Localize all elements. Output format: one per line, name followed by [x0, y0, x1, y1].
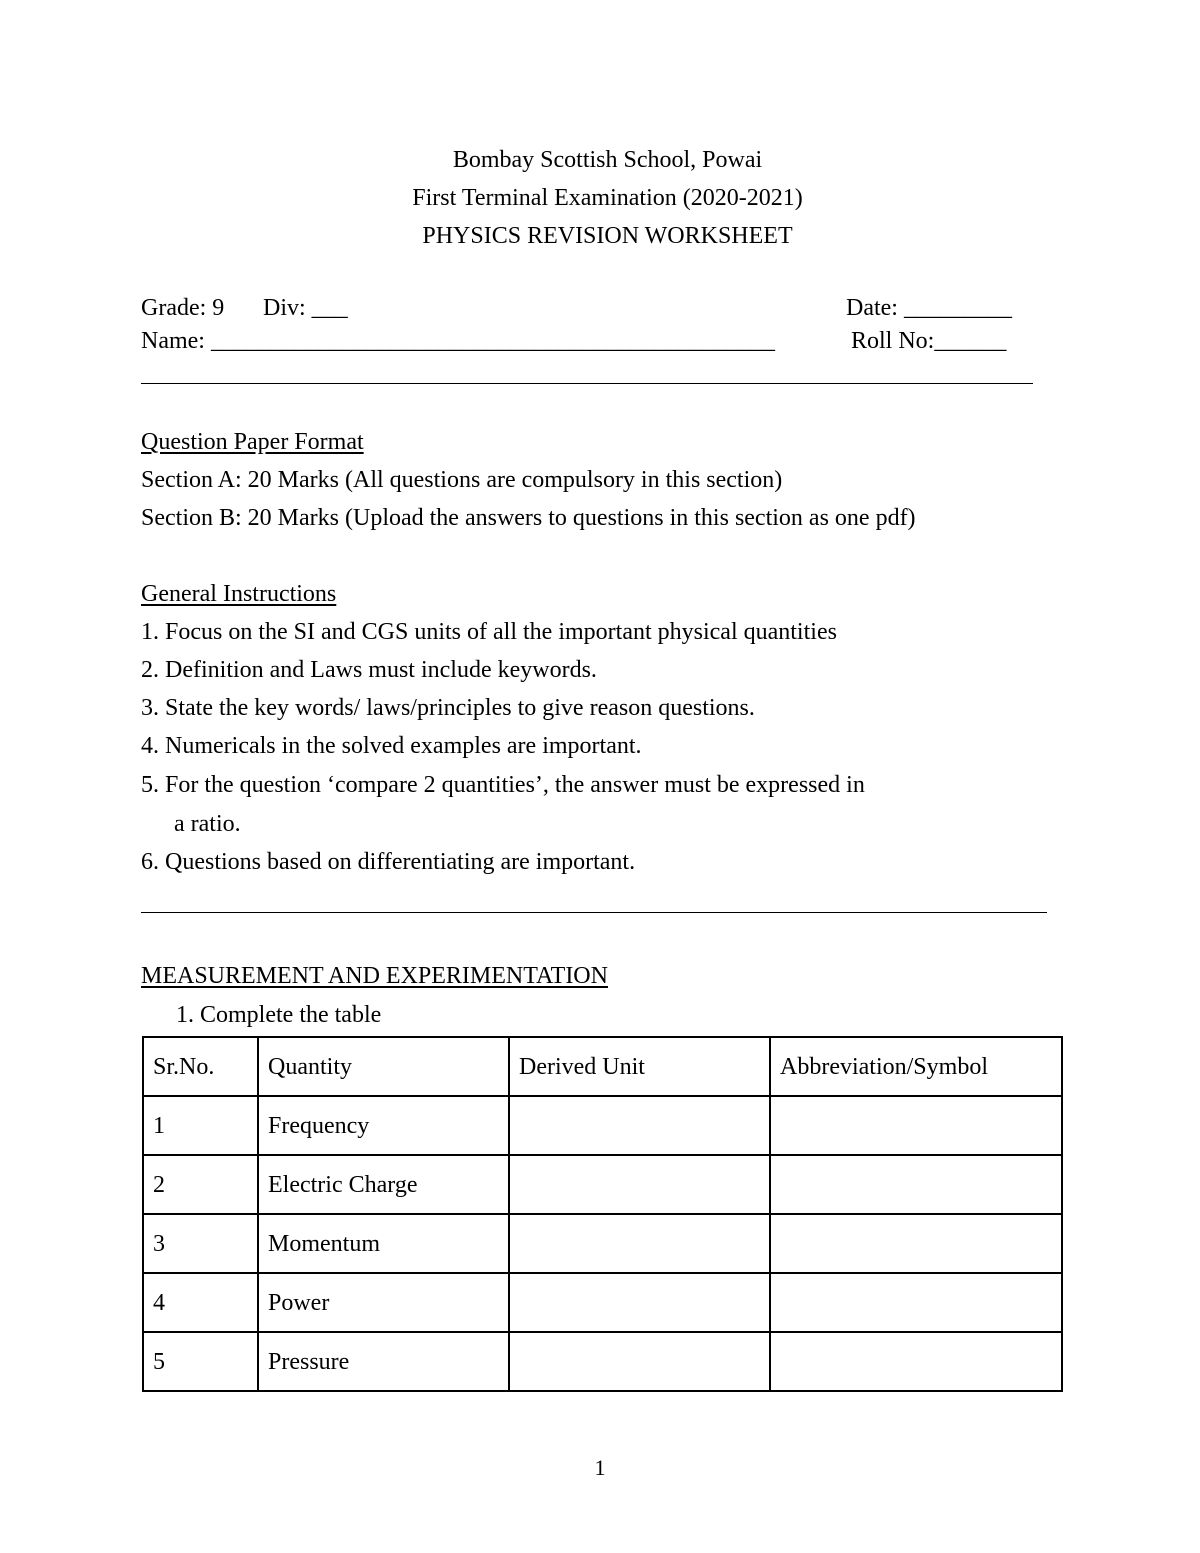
section-a-info: Section A: 20 Marks (All questions are compulsory in this section): [141, 467, 783, 493]
header-cell: Sr.No.: [143, 1037, 258, 1096]
roll-no-field: Roll No:______: [851, 328, 1007, 354]
symbol-cell[interactable]: [770, 1273, 1062, 1332]
symbol-cell[interactable]: [770, 1096, 1062, 1155]
instruction-item: 4. Numericals in the solved examples are important.: [141, 733, 642, 759]
format-heading: Question Paper Format: [141, 429, 364, 455]
sr-no-cell: 2: [143, 1155, 258, 1214]
symbol-cell[interactable]: [770, 1214, 1062, 1273]
question-1: 1. Complete the table: [176, 1002, 382, 1028]
quantity-cell: Power: [258, 1273, 509, 1332]
sr-no-cell: 1: [143, 1096, 258, 1155]
instruction-item-continued: a ratio.: [174, 811, 241, 837]
derived-unit-cell[interactable]: [509, 1332, 770, 1391]
instruction-item: 3. State the key words/ laws/principles to give reason questions.: [141, 695, 755, 721]
symbol-cell[interactable]: [770, 1155, 1062, 1214]
school-name: Bombay Scottish School, Powai: [452, 147, 763, 173]
worksheet-title: PHYSICS REVISION WORKSHEET: [422, 223, 793, 249]
instructions-heading: General Instructions: [141, 581, 337, 607]
quantity-cell: Electric Charge: [258, 1155, 509, 1214]
units-table: [142, 1036, 1063, 1392]
table-row: [143, 1332, 1062, 1391]
derived-unit-cell[interactable]: [509, 1273, 770, 1332]
symbol-cell[interactable]: [770, 1332, 1062, 1391]
quantity-cell: Momentum: [258, 1214, 509, 1273]
derived-unit-cell[interactable]: [509, 1214, 770, 1273]
divider-line: [141, 912, 1047, 913]
div-field: Div: ___: [263, 295, 348, 321]
header-cell: Derived Unit: [509, 1037, 770, 1096]
section-heading: MEASUREMENT AND EXPERIMENTATION: [141, 963, 608, 989]
grade-label: Grade: 9: [141, 295, 225, 321]
instruction-item: 2. Definition and Laws must include keywords.: [141, 657, 597, 683]
page-number: 1: [594, 1455, 606, 1480]
header-cell: Quantity: [258, 1037, 509, 1096]
table-row: [143, 1096, 1062, 1155]
date-field: Date: _________: [846, 295, 1012, 321]
header-cell: Abbreviation/Symbol: [770, 1037, 1062, 1096]
table-row: [143, 1155, 1062, 1214]
quantity-cell: Frequency: [258, 1096, 509, 1155]
table-header-row: [143, 1037, 1062, 1096]
sr-no-cell: 3: [143, 1214, 258, 1273]
sr-no-cell: 4: [143, 1273, 258, 1332]
section-b-info: Section B: 20 Marks (Upload the answers to questions in this section as one pdf): [141, 505, 916, 531]
instruction-item: 5. For the question ‘compare 2 quantities’, the answer must be expressed in: [141, 772, 865, 798]
divider-line: [141, 383, 1033, 384]
derived-unit-cell[interactable]: [509, 1096, 770, 1155]
quantity-cell: Pressure: [258, 1332, 509, 1391]
derived-unit-cell[interactable]: [509, 1155, 770, 1214]
instruction-item: 6. Questions based on differentiating are important.: [141, 849, 636, 875]
table-row: [143, 1214, 1062, 1273]
exam-title: First Terminal Examination (2020-2021): [412, 185, 803, 211]
table-row: [143, 1273, 1062, 1332]
name-field: Name: _______________________________________________: [141, 328, 775, 354]
instruction-item: 1. Focus on the SI and CGS units of all the important physical quantities: [141, 619, 837, 645]
sr-no-cell: 5: [143, 1332, 258, 1391]
